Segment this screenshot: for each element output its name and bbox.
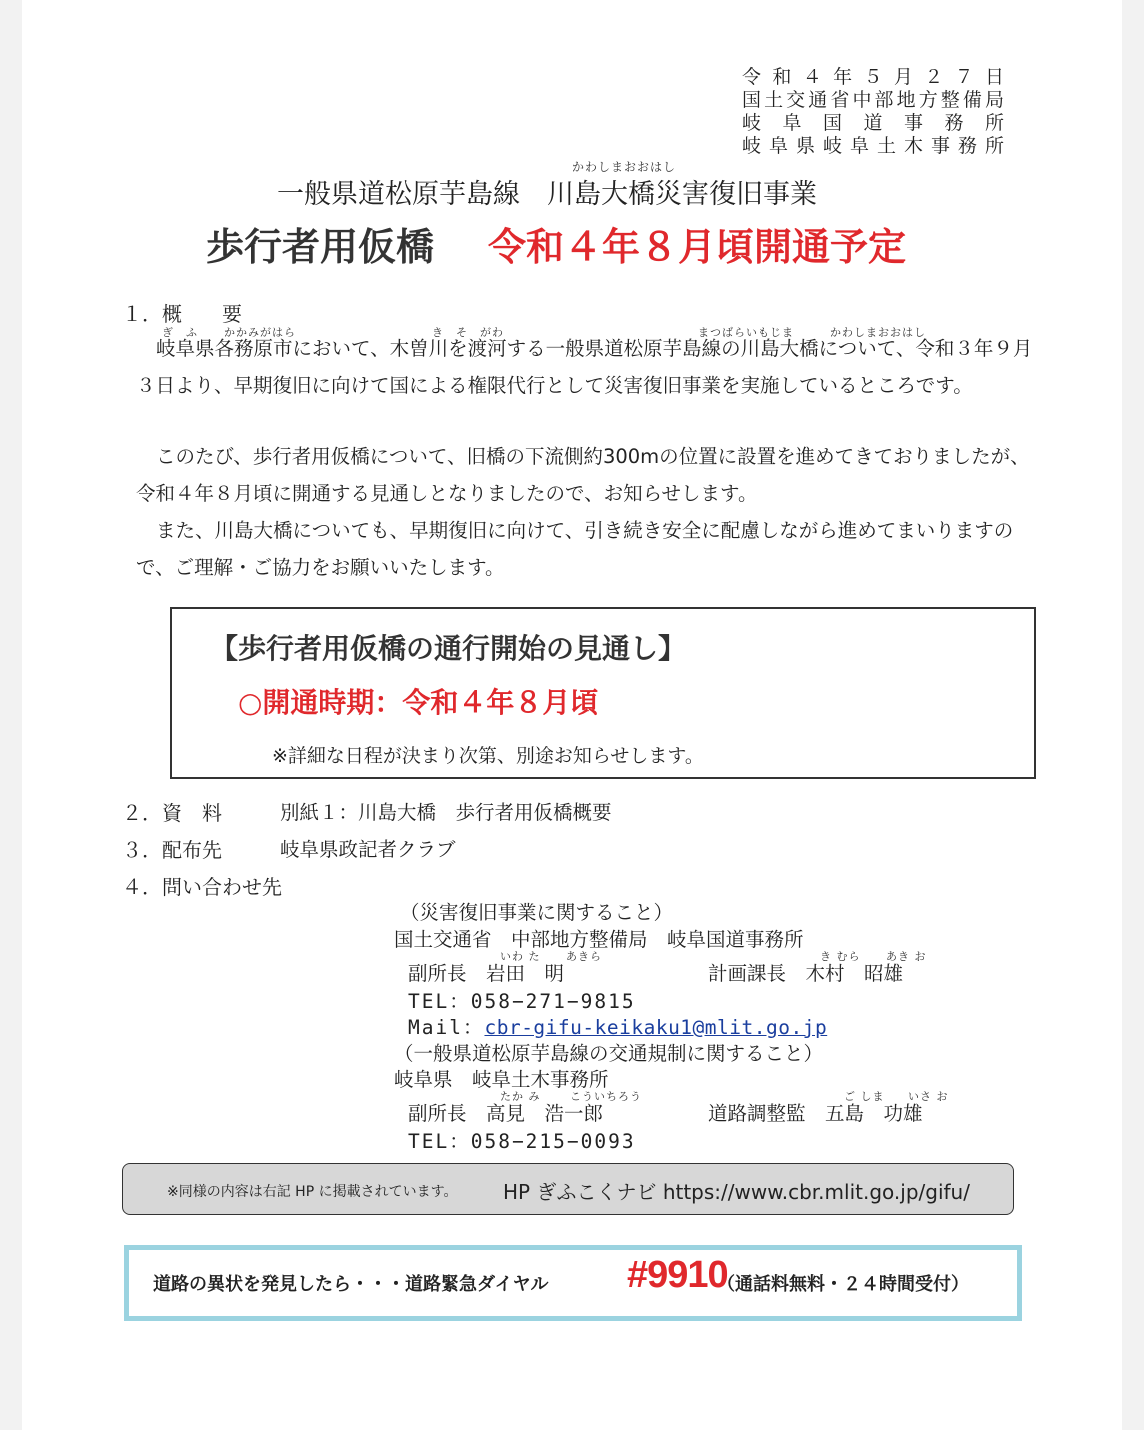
ruby-kisogawa: き そ がわ <box>432 326 504 339</box>
contact-2-org: 岐阜県 岐阜土木事務所 <box>394 1068 609 1091</box>
outlook-heading: 【歩行者用仮橋の通行開始の見通し】 <box>210 632 687 665</box>
subtitle: 一般県道松原芋島線 川島大橋災害復旧事業 <box>277 179 817 210</box>
page-title-highlight: 令和４年８月頃開通予定 <box>488 225 907 269</box>
ruby-kawashimaohashi: かわしまおおはし <box>830 326 926 339</box>
contact-1-person1-ruby-b: あきら <box>566 950 602 963</box>
contact-1-mail-label: Mail： <box>408 1016 485 1039</box>
emergency-dial-text: 道路の異状を発見したら・・・道路緊急ダイヤル <box>153 1274 549 1295</box>
contact-2-person1-ruby-a: たか み <box>500 1090 541 1103</box>
contact-2-person2-ruby-b: いさ お <box>908 1090 949 1103</box>
section-2-value: 別紙１：川島大橋 歩行者用仮橋概要 <box>280 801 612 824</box>
section-3-heading: ３．配布先 <box>122 838 222 862</box>
website-note: ※同様の内容は右記 HP に掲載されています。 <box>167 1184 458 1200</box>
contact-1-label: （災害復旧事業に関すること） <box>400 901 674 924</box>
outlook-note: ※詳細な日程が決まり次第、別途お知らせします。 <box>272 745 704 767</box>
website-notice-bar <box>122 1163 1014 1215</box>
contact-2-label: （一般県道松原芋島線の交通規制に関すること） <box>394 1042 824 1065</box>
contact-2-person1: 副所長 高見 浩一郎 <box>408 1102 604 1125</box>
issuer-block <box>742 66 1006 158</box>
contact-1-person1: 副所長 岩田 明 <box>408 962 565 985</box>
emergency-dial-banner <box>124 1245 1022 1321</box>
contact-1-org: 国土交通省 中部地方整備局 岐阜国道事務所 <box>394 928 804 951</box>
issuer-org-3: 岐阜県岐阜土木事務所 <box>742 135 1006 157</box>
contact-1-tel: TEL：058−271−9815 <box>408 990 636 1013</box>
issuer-org-2: 岐阜国道事務所 <box>742 112 1006 134</box>
contact-2-tel: TEL：058−215−0093 <box>408 1130 636 1153</box>
opening-period: ○開通時期：令和４年８月頃 <box>238 686 599 719</box>
overview-paragraph-3: また、川島大橋についても、早期復旧に向けて、引き続き安全に配慮しながら進めてまいりますので、ご理解・ご協力をお願いいたします。 <box>136 519 1014 579</box>
ruby-gifu: ぎ ふ <box>162 326 198 339</box>
overview-paragraph-2: このたび、歩行者用仮橋について、旧橋の下流側約300mの位置に設置を進めてきておりましたが、令和４年８月頃に開通する見通しとなりましたので、お知らせします。 <box>136 445 1030 505</box>
ruby-kakamigahara: かかみがはら <box>224 326 296 339</box>
overview-paragraph-1: 岐阜県各務原市において、木曽川を渡河する一般県道松原芋島線の川島大橋について、令和３年９月３日より、早期復旧に向けて国による権限代行として災害復旧事業を実施しているところです。 <box>136 337 1033 397</box>
section-3-value: 岐阜県政記者クラブ <box>280 838 456 861</box>
website-link[interactable]: HP ぎふこくナビ https://www.cbr.mlit.go.jp/gifu/ <box>503 1180 970 1204</box>
contact-1-person2-ruby-a: き むら <box>820 950 861 963</box>
opening-outlook-box <box>170 607 1036 779</box>
contact-2-person1-ruby-b: こういちろう <box>570 1090 642 1103</box>
issue-date: 令和４年５月２７日 <box>742 66 1006 88</box>
emergency-dial-terms: （通話料無料・２４時間受付） <box>717 1274 969 1295</box>
contact-1-mail <box>408 1012 827 1040</box>
emergency-dial-number: #9910 <box>627 1254 728 1296</box>
issuer-org-1: 国土交通省中部地方整備局 <box>742 89 1006 111</box>
section-2-heading: ２．資 料 <box>122 801 222 825</box>
contact-1-person2: 計画課長 木村 昭雄 <box>708 962 904 985</box>
subtitle-ruby: かわしまおおはし <box>572 160 677 174</box>
section-4-heading: ４．問い合わせ先 <box>122 875 282 899</box>
contact-2-person2: 道路調整監 五島 功雄 <box>708 1102 923 1125</box>
contact-1-person1-ruby-a: いわ た <box>500 950 541 963</box>
contact-2-person2-ruby-a: ご しま <box>844 1090 885 1103</box>
contact-1-mail-link[interactable]: cbr-gifu-keikaku1@mlit.go.jp <box>484 1016 828 1039</box>
document-page <box>22 0 1122 1430</box>
section-1-heading: １．概 要 <box>122 302 242 326</box>
page-title: 歩行者用仮橋 <box>206 225 435 269</box>
contact-1-person2-ruby-b: あき お <box>886 950 927 963</box>
ruby-matsubaraimojima: まつばらいもじま <box>698 326 794 339</box>
